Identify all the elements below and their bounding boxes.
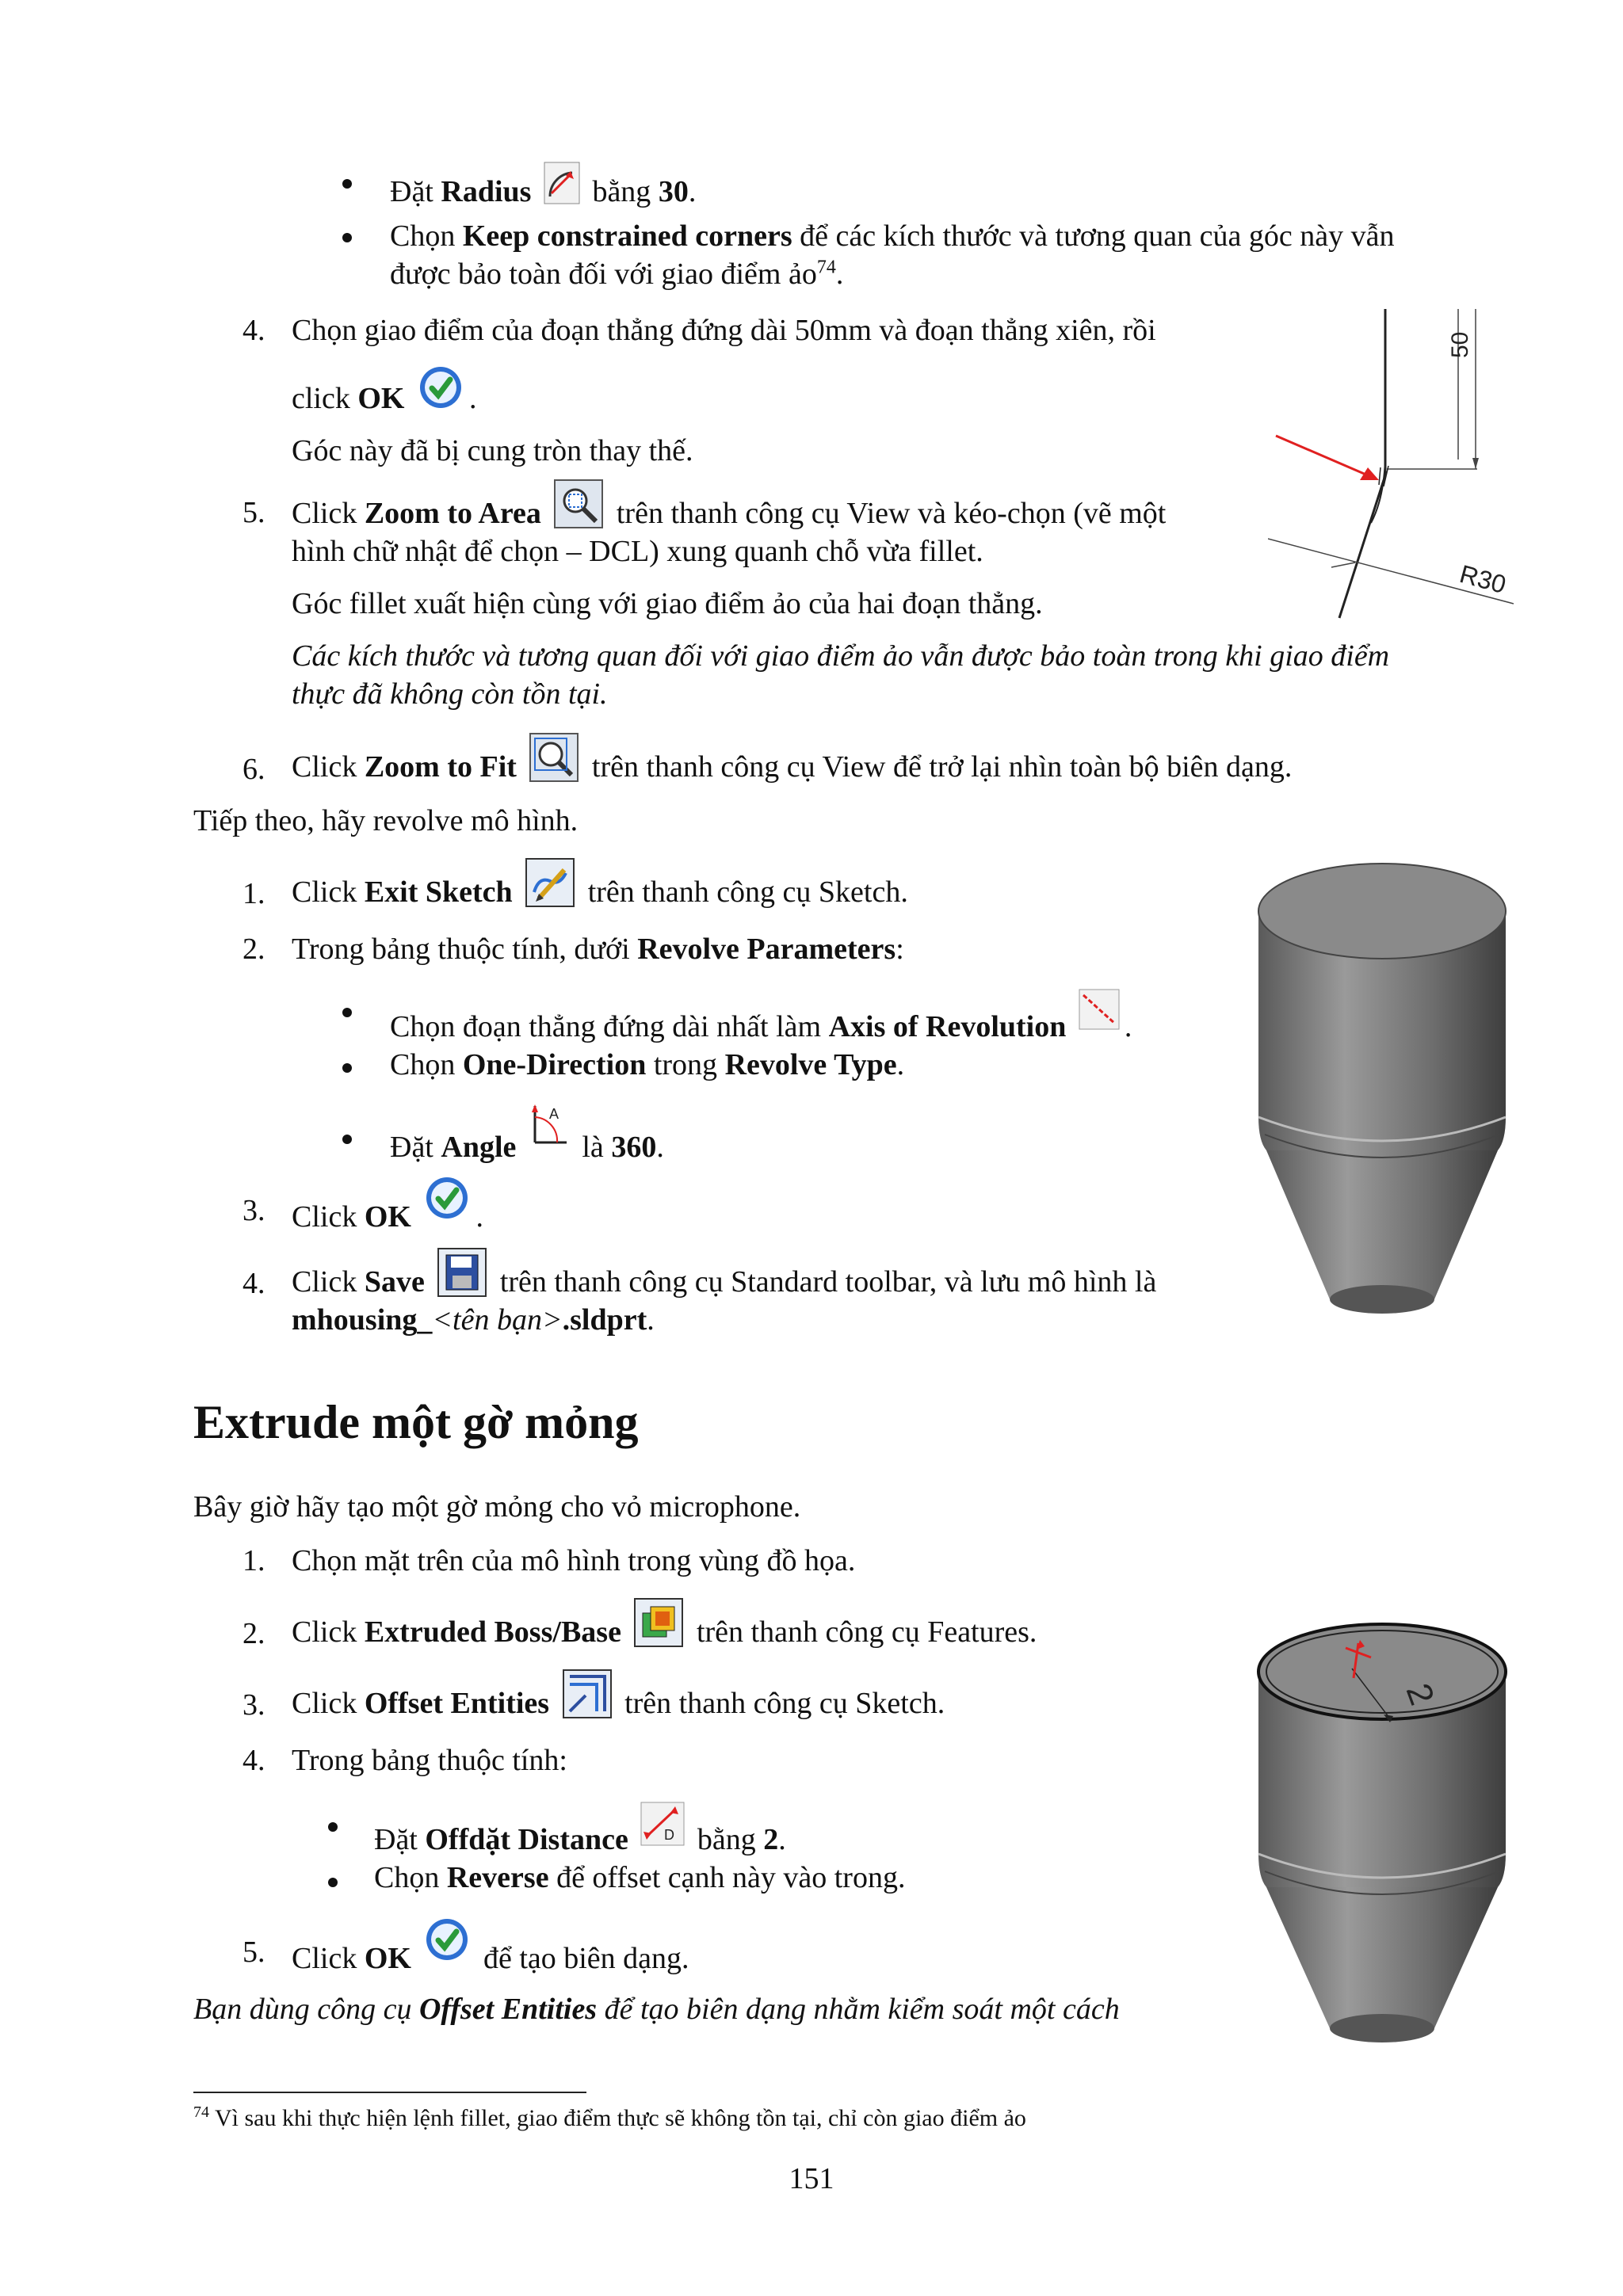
- offset-distance-icon: [640, 1802, 685, 1846]
- step-text: trên thanh công cụ Sketch.: [617, 1687, 945, 1720]
- extruded-boss-icon: [633, 1597, 684, 1648]
- radius-icon: [544, 162, 580, 204]
- bullet-reverse: [374, 1859, 905, 1897]
- step-number: 3.: [242, 1688, 265, 1722]
- bullet-text: để offset cạnh này vào trong.: [548, 1861, 906, 1894]
- bullet-bold: Offdặt Distance: [425, 1823, 628, 1856]
- bullet-text: Chọn đoạn thẳng đứng dài nhất làm: [390, 1010, 829, 1043]
- offset-entities-icon: [562, 1669, 613, 1719]
- step-text: để tạo biên dạng.: [475, 1942, 689, 1975]
- offset-model-figure: [1251, 1600, 1514, 2044]
- step-extruded-boss: [292, 1597, 1037, 1651]
- step-text: Trong bảng thuộc tính, dưới: [292, 933, 638, 966]
- step-bold: Exit Sketch: [364, 875, 513, 909]
- bullet-tail: .: [656, 1131, 664, 1164]
- step-revolve-parameters: [292, 930, 904, 968]
- step-number: 4.: [242, 1744, 265, 1777]
- step-text: Click: [292, 1265, 365, 1299]
- step-6: [292, 732, 1528, 786]
- step-property-manager: Trong bảng thuộc tính:: [292, 1744, 567, 1777]
- bullet-bold: One-Direction: [462, 1048, 647, 1081]
- bullet-tail: .: [1124, 1010, 1132, 1043]
- bullet-text: Đặt: [390, 175, 441, 208]
- bullet-dot: [342, 1063, 352, 1073]
- bullet-axis-of-revolution: [390, 989, 1132, 1046]
- bullet-tail: .: [835, 257, 844, 291]
- bullet-text: để các kích thước và tương quan của góc này vẫn: [792, 219, 1395, 253]
- footnote-number: 74: [193, 2103, 209, 2121]
- zoom-to-fit-icon: [529, 732, 579, 783]
- step-text: click: [292, 382, 358, 415]
- fillet-sketch-figure: [1268, 309, 1514, 626]
- bullet-bold: Axis of Revolution: [828, 1010, 1067, 1043]
- step-text: Chọn giao điểm của đoạn thẳng đứng dài 50mm và đoạn thẳng xiên, rồi: [292, 314, 1156, 347]
- save-icon: [437, 1247, 487, 1298]
- step-tail: .: [475, 1200, 483, 1234]
- footnote: [193, 2103, 1026, 2134]
- step-text: hình chữ nhật để chọn – DCL) xung quanh chỗ vừa fillet.: [292, 535, 983, 568]
- step-text: trên thanh công cụ Standard toolbar, và lưu mô hình là: [492, 1265, 1157, 1299]
- bullet-tail: .: [688, 175, 697, 208]
- step-offset-entities: [292, 1669, 945, 1722]
- step-number: 1.: [242, 877, 265, 910]
- italic-bold: Offset Entities: [418, 1993, 598, 2026]
- step-number: 4.: [242, 1267, 265, 1300]
- step-text: trên thanh công cụ Features.: [689, 1615, 1037, 1649]
- dimension-50: 50: [1447, 331, 1473, 358]
- bullet-text: bằng: [584, 175, 659, 208]
- bullet-text: trong: [646, 1048, 725, 1081]
- step-select-face: Chọn mặt trên của mô hình trong vùng đồ họa.: [292, 1544, 856, 1577]
- step-number: 2.: [242, 1617, 265, 1650]
- angle-value: 360: [611, 1131, 657, 1164]
- bullet-bold: Reverse: [446, 1861, 549, 1894]
- bullet-dot: [342, 1135, 352, 1144]
- revolve-intro: Tiếp theo, hãy revolve mô hình.: [193, 804, 579, 837]
- bullet-dot: [328, 1822, 338, 1832]
- bullet-tail: .: [778, 1823, 786, 1856]
- step-text: trên thanh công cụ Sketch.: [580, 875, 908, 909]
- file-name-placeholder: <tên bạn>: [432, 1303, 563, 1337]
- step-bold: Offset Entities: [364, 1687, 550, 1720]
- step-number: 4.: [242, 314, 265, 347]
- step-ok-profile: [292, 1916, 689, 1978]
- step-bold: OK: [357, 382, 405, 415]
- page-number: 151: [789, 2162, 834, 2195]
- italic-text: để tạo biên dạng nhằm kiểm soát một cách: [597, 1993, 1120, 2026]
- bullet-one-direction: [390, 1046, 904, 1084]
- step-text: Click: [292, 1615, 365, 1649]
- ok-check-icon: [417, 364, 464, 411]
- step-text: Click: [292, 1687, 365, 1720]
- step-text: Click: [292, 1942, 365, 1975]
- offset-dimension: 2: [1398, 1678, 1442, 1711]
- bullet-text: là: [574, 1131, 612, 1164]
- bullet-keep-corners: [390, 217, 1515, 293]
- step-bold: OK: [364, 1200, 411, 1234]
- bullet-dot: [342, 1008, 352, 1017]
- file-name-ext: .sldprt: [562, 1303, 647, 1337]
- step-bold: Save: [364, 1265, 425, 1299]
- bullet-radius: [390, 162, 696, 211]
- step-number: 3.: [242, 1194, 265, 1227]
- bullet-offset-distance: [374, 1802, 786, 1859]
- ok-check-icon: [423, 1174, 471, 1222]
- dimension-r30: R30: [1457, 559, 1510, 599]
- bullet-text: Chọn: [374, 1861, 447, 1894]
- radius-value: 30: [658, 175, 689, 208]
- step-note: Góc fillet xuất hiện cùng với giao điểm ảo của hai đoạn thẳng.: [292, 587, 1043, 620]
- bullet-dot: [328, 1878, 338, 1887]
- step-tail: .: [647, 1303, 655, 1337]
- step-number: 5.: [242, 1936, 265, 1969]
- ok-check-icon: [423, 1916, 471, 1963]
- step-bold: Zoom to Fit: [364, 750, 517, 784]
- step-number: 1.: [242, 1544, 265, 1577]
- bullet-bold: Revolve Type: [724, 1048, 897, 1081]
- step-number: 5.: [242, 496, 265, 529]
- bullet-tail: .: [896, 1048, 905, 1081]
- step-text: Click: [292, 750, 365, 784]
- step-text: :: [896, 933, 904, 966]
- bullet-text: được bảo toàn đối với giao điểm ảo: [390, 257, 817, 291]
- bullet-angle: [390, 1101, 664, 1166]
- step-text: Click: [292, 875, 365, 909]
- bullet-text: Đặt: [374, 1823, 426, 1856]
- step-italic-note: thực đã không còn tồn tại.: [292, 677, 608, 711]
- svg-text:A: A: [548, 1106, 559, 1122]
- offset-value: 2: [763, 1823, 779, 1856]
- step-tail: .: [468, 382, 477, 415]
- bullet-text: bằng: [689, 1823, 764, 1856]
- bullet-dot: [342, 179, 352, 189]
- bullet-bold: Keep constrained corners: [462, 219, 792, 253]
- revolved-model-figure: [1251, 856, 1514, 1315]
- step-save: [292, 1247, 1258, 1339]
- step-bold: Extruded Boss/Base: [364, 1615, 621, 1649]
- step-text: trên thanh công cụ View để trở lại nhìn toàn bộ biên dạng.: [584, 750, 1293, 784]
- step-number: 2.: [242, 933, 265, 966]
- italic-text: Bạn dùng công cụ: [193, 1993, 419, 2026]
- step-4: [292, 311, 1251, 470]
- step-note: Góc này đã bị cung tròn thay thế.: [292, 434, 693, 467]
- step-bold: Zoom to Area: [364, 497, 541, 530]
- bullet-text: Chọn: [390, 219, 463, 253]
- section-heading: Extrude một gờ mỏng: [193, 1396, 639, 1448]
- step-text: Click: [292, 1200, 365, 1234]
- step-text: Click: [292, 497, 365, 530]
- closing-italic: [193, 1990, 1120, 2028]
- step-click-ok: [292, 1174, 483, 1236]
- step-bold: Revolve Parameters: [637, 933, 896, 966]
- svg-text:D: D: [664, 1827, 675, 1843]
- angle-icon: [529, 1101, 570, 1149]
- zoom-to-area-icon: [553, 479, 604, 529]
- bullet-bold: Radius: [441, 175, 532, 208]
- step-text: trên thanh công cụ View và kéo-chọn (vẽ một: [609, 497, 1167, 530]
- bullet-text: Chọn: [390, 1048, 463, 1081]
- axis-of-revolution-icon: [1079, 989, 1120, 1030]
- file-name-prefix: mhousing_: [292, 1303, 433, 1337]
- step-italic-note: Các kích thước và tương quan đối với giao điểm ảo vẫn được bảo toàn trong khi giao điểm: [292, 639, 1390, 673]
- exit-sketch-icon: [525, 857, 575, 908]
- footnote-ref[interactable]: 74: [816, 257, 836, 278]
- extrude-intro: Bây giờ hãy tạo một gờ mỏng cho vỏ microphone.: [193, 1490, 801, 1524]
- footnote-text: Vì sau khi thực hiện lệnh fillet, giao điểm thực sẽ không tồn tại, chỉ còn giao điểm ảo: [209, 2105, 1026, 2131]
- step-bold: OK: [364, 1942, 411, 1975]
- bullet-text: Đặt: [390, 1131, 441, 1164]
- bullet-dot: [342, 233, 352, 242]
- bullet-bold: Angle: [441, 1131, 517, 1164]
- footnote-divider: [193, 2092, 586, 2093]
- step-exit-sketch: [292, 857, 908, 911]
- step-number: 6.: [242, 753, 265, 786]
